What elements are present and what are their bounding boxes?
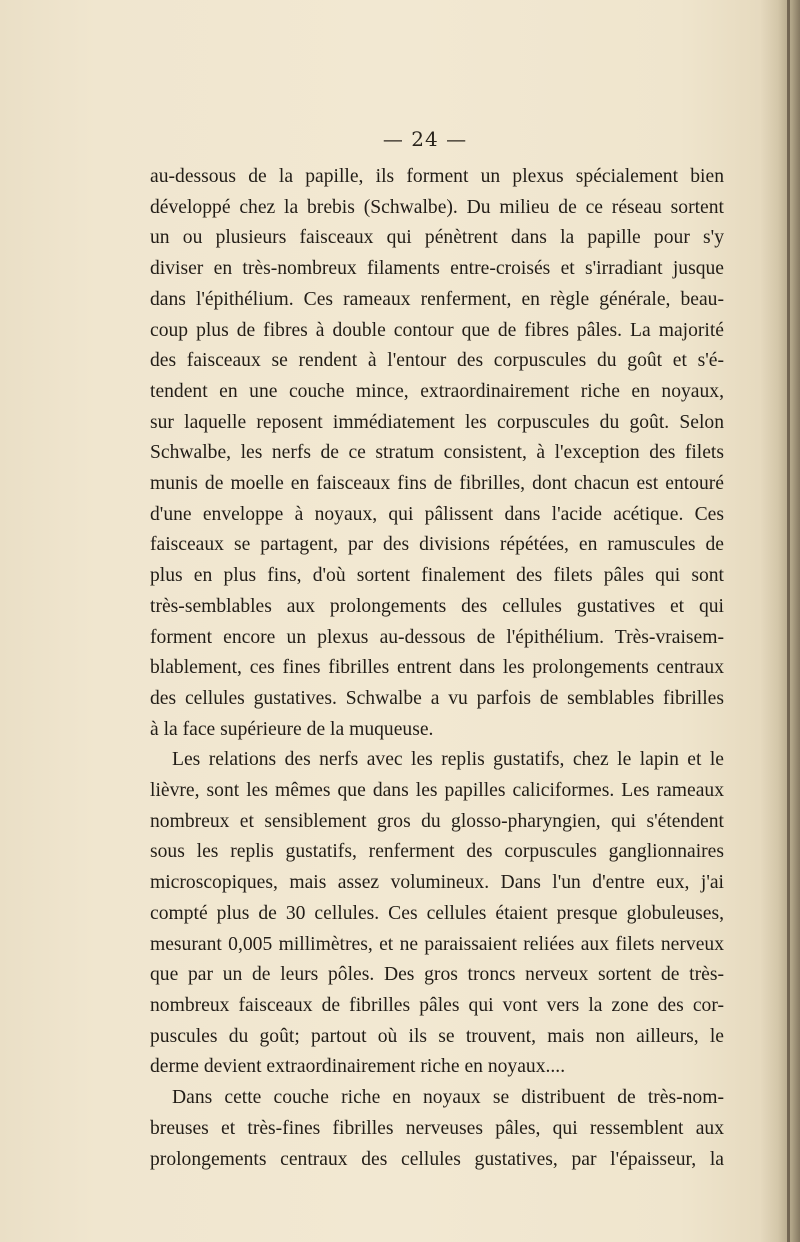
text-line: tendent en une couche mince, extraordinairement riche en noyaux, xyxy=(150,380,724,402)
text-line: Les relations des nerfs avec les replis gustatifs, chez le lapin et le xyxy=(172,749,724,771)
text-line: nombreux et sensiblement gros du glosso-pharyngien, qui s'étendent xyxy=(150,810,724,832)
text-line: sur laquelle reposent immédiatement les corpuscules du goût. Selon xyxy=(150,411,724,433)
text-line: faisceaux se partagent, par des divisions répétées, en ramuscules de xyxy=(150,534,724,556)
text-line: que par un de leurs pôles. Des gros troncs nerveux sortent de très- xyxy=(150,964,724,986)
text-line: coup plus de fibres à double contour que de fibres pâles. La majorité xyxy=(150,319,724,341)
text-line: développé chez la brebis (Schwalbe). Du milieu de ce réseau sortent xyxy=(150,196,724,218)
text-line: des faisceaux se rendent à l'entour des corpuscules du goût et s'é- xyxy=(150,350,724,372)
text-line: à la face supérieure de la muqueuse. xyxy=(150,718,434,740)
text-line: compté plus de 30 cellules. Ces cellules étaient presque globuleuses, xyxy=(150,902,724,924)
text-line: derme devient extraordinairement riche en noyaux.... xyxy=(150,1056,566,1078)
text-line: sous les replis gustatifs, renferment des corpuscules ganglionnaires xyxy=(150,841,724,863)
text-line: forment encore un plexus au-dessous de l'épithélium. Très-vraisem- xyxy=(150,626,724,648)
text-line: un ou plusieurs faisceaux qui pénètrent dans la papille pour s'y xyxy=(150,227,724,249)
text-line: munis de moelle en faisceaux fins de fibrilles, dont chacun est entouré xyxy=(150,473,724,495)
text-line: au-dessous de la papille, ils forment un plexus spécialement bien xyxy=(150,166,724,187)
body-text xyxy=(150,162,724,1175)
text-line: Schwalbe, les nerfs de ce stratum consistent, à l'exception des filets xyxy=(150,442,724,464)
page-binding-edge xyxy=(787,0,790,1242)
text-line: mesurant 0,005 millimètres, et ne paraissaient reliées aux filets nerveux xyxy=(150,933,724,955)
text-line: blablement, ces fines fibrilles entrent dans les prolongements centraux xyxy=(150,657,724,679)
text-line: lièvre, sont les mêmes que dans les papilles caliciformes. Les rameaux xyxy=(150,780,724,802)
text-line: Dans cette couche riche en noyaux se distribuent de très-nom- xyxy=(172,1087,724,1109)
text-line: dans l'épithélium. Ces rameaux renferment, en règle générale, beau- xyxy=(150,288,724,310)
text-line: d'une enveloppe à noyaux, qui pâlissent dans l'acide acétique. Ces xyxy=(150,503,724,525)
page-edge-shadow xyxy=(760,0,800,1242)
text-line: breuses et très-fines fibrilles nerveuses pâles, qui ressemblent aux xyxy=(150,1117,724,1139)
text-line: des cellules gustatives. Schwalbe a vu parfois de semblables fibrilles xyxy=(150,687,724,709)
text-line: très-semblables aux prolongements des cellules gustatives et qui xyxy=(150,595,724,617)
text-line: nombreux faisceaux de fibrilles pâles qui vont vers la zone des cor- xyxy=(150,994,724,1016)
text-line: microscopiques, mais assez volumineux. Dans l'un d'entre eux, j'ai xyxy=(150,872,724,894)
text-line: plus en plus fins, d'où sortent finalement des filets pâles qui sont xyxy=(150,565,724,587)
page-number: — 24 — xyxy=(382,127,468,151)
text-line: prolongements centraux des cellules gustatives, par l'épaisseur, la xyxy=(150,1148,724,1170)
text-line: diviser en très-nombreux filaments entre-croisés et s'irradiant jusque xyxy=(150,258,724,280)
text-line: puscules du goût; partout où ils se trouvent, mais non ailleurs, le xyxy=(150,1025,724,1047)
